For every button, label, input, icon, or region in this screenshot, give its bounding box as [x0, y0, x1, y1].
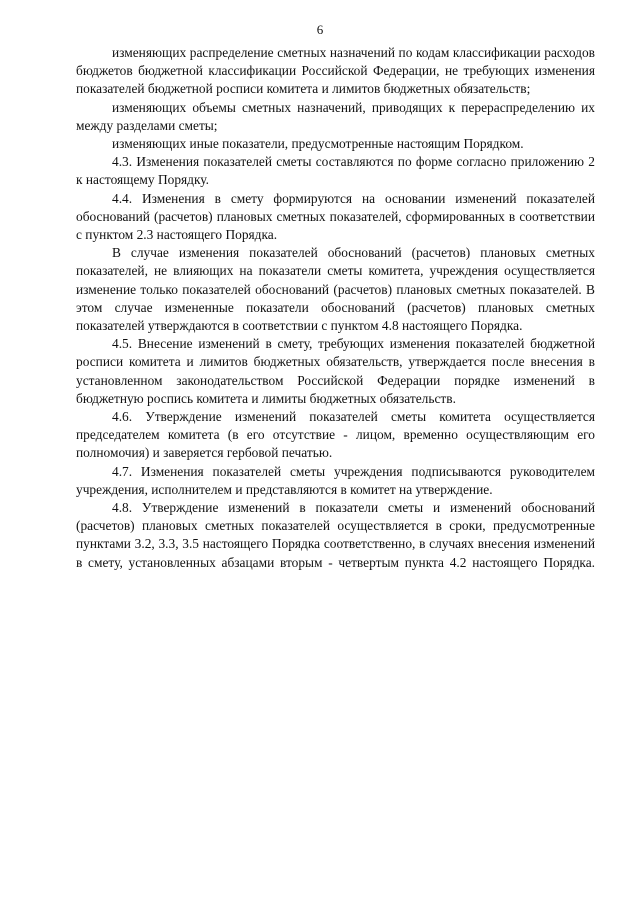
document-body [76, 44, 595, 572]
paragraph-redistribution: изменяющих объемы сметных назначений, приводящих к перераспределению их между разделами сметы; [76, 99, 595, 133]
paragraph-other-indicators: изменяющих иные показатели, предусмотренные настоящим Порядком. [112, 136, 524, 152]
paragraph-4-4-continued: В случае изменения показателей обоснований (расчетов) плановых сметных показателей, не влияющих на показатели сметы комитета, учреждения осуществляется изменение только показателей обоснований (расчетов) плановых сметных показателей. В этом случае измененные показатели обоснований (расчетов) плановых сметных показателей утверждаются в соответствии с пунктом 4.8 настоящего Порядка. [76, 245, 595, 334]
paragraph-4-3: 4.3. Изменения показателей сметы составляются по форме согласно приложению 2 к настоящему Порядку. [76, 154, 595, 188]
paragraph-4-7: 4.7. Изменения показателей сметы учреждения подписываются руководителем учреждения, исполнителем и представляются в комитет на утверждение. [76, 463, 595, 497]
paragraph-4-4: 4.4. Изменения в смету формируются на основании изменений показателей обоснований (расчетов) плановых сметных показателей, сформированных в соответствии с пунктом 2.3 настоящего Порядка. [76, 190, 595, 243]
paragraph-budget-classification: изменяющих распределение сметных назначений по кодам классификации расходов бюджетов бюджетной классификации Российской Федерации, не требующих изменения показателей бюджетной росписи комитета и лимитов бюджетных обязательств; [76, 45, 595, 97]
paragraph-4-6: 4.6. Утверждение изменений показателей сметы комитета осуществляется председателем комитета (в его отсутствие - лицом, временно осуществляющим его полномочия) и заверяется гербовой печатью. [76, 409, 595, 461]
paragraph-4-8: 4.8. Утверждение изменений в показатели сметы и изменений обоснований (расчетов) плановых сметных показателей осуществляется в сроки, предусмотренные пунктами 3.2, 3.3, 3.5 настоящего Порядка соответственно, в случаях внесения изменений в смету, установленных абзацами вторым - четвертым пункта 4.2 настоящего Порядка. [76, 500, 595, 570]
page-number: 6 [316, 22, 324, 37]
paragraph-4-5: 4.5. Внесение изменений в смету, требующих изменения показателей бюджетной росписи комитета и лимитов бюджетных обязательств, утверждается после внесения в установленном законодательством Российской Федерации порядке изменений в бюджетную роспись комитета и лимиты бюджетных обязательств. [76, 336, 595, 406]
